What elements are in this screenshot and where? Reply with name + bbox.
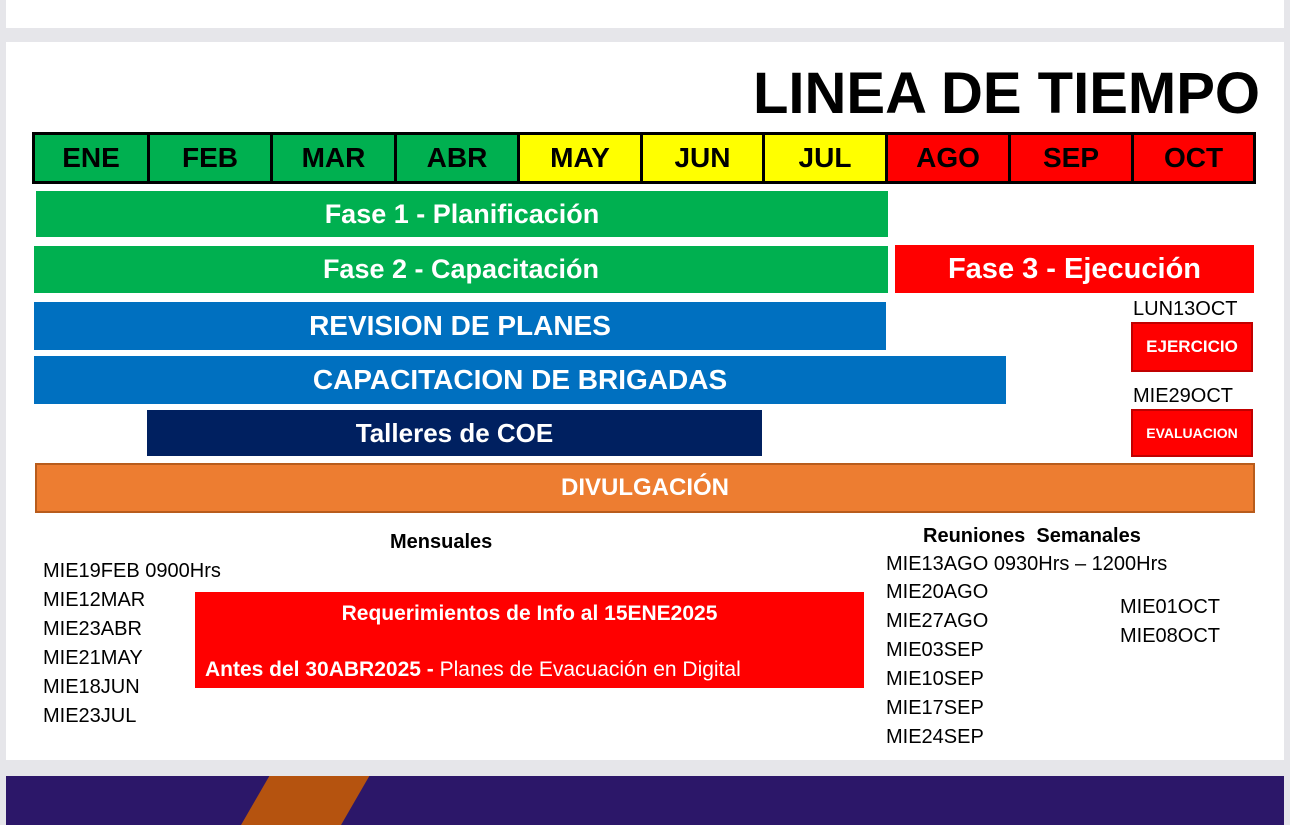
list-item: MIE21MAY (43, 647, 143, 669)
month-ago: AGO (885, 132, 1011, 184)
phase-bar-ejecucion (895, 245, 1254, 293)
list-item: MIE12MAR (43, 589, 146, 611)
label-divulgacion: DIVULGACIÓN (561, 474, 729, 501)
mensuales-heading: Mensuales (390, 531, 493, 553)
semanales-first-meeting: MIE13AGO 0930Hrs – 1200Hrs (886, 553, 1168, 575)
bar-revision-planes (34, 302, 886, 350)
month-oct: OCT (1131, 132, 1256, 184)
bar-divulgacion (35, 463, 1255, 513)
month-feb: FEB (147, 132, 273, 184)
evaluacion-date: MIE29OCT (1133, 385, 1234, 407)
footer-accent-stripe (232, 776, 372, 825)
mensuales-list (43, 590, 145, 735)
evaluacion-badge: EVALUACION (1131, 409, 1253, 457)
list-item: MIE24SEP (886, 726, 984, 748)
phase-bar-capacitacion (34, 246, 888, 293)
list-item: MIE27AGO (886, 610, 989, 632)
month-sep: SEP (1008, 132, 1134, 184)
month-ene: ENE (32, 132, 150, 184)
semanales-list-col2 (1120, 597, 1220, 655)
list-item: MIE23ABR (43, 618, 142, 640)
month-jul: JUL (762, 132, 888, 184)
list-item: MIE23JUL (43, 705, 137, 727)
label-talleres-coe: Talleres de COE (355, 417, 554, 448)
semanales-list-col1 (886, 582, 988, 756)
ejercicio-badge: EJERCICIO (1131, 322, 1253, 372)
month-may: MAY (517, 132, 643, 184)
requerimientos-line: Requerimientos de Info al 15ENE2025 (341, 602, 718, 625)
list-item: MIE17SEP (886, 697, 984, 719)
mensuales-first-meeting: MIE19FEB 0900Hrs (43, 560, 221, 582)
phase-label-planificacion: Fase 1 - Planificación (324, 198, 600, 229)
month-jun: JUN (640, 132, 765, 184)
planes-evacuacion-deadline: Antes del 30ABR2025 - (205, 658, 440, 681)
list-item: MIE08OCT (1120, 625, 1221, 647)
phase-label-ejecucion: Fase 3 - Ejecución (947, 252, 1202, 285)
planes-evacuacion-text: Planes de Evacuación en Digital (439, 658, 741, 681)
list-item: MIE01OCT (1120, 596, 1221, 618)
label-revision-planes: REVISION DE PLANES (309, 310, 611, 341)
requerimientos-box (195, 592, 864, 688)
label-capacitacion-brigadas: CAPACITACION DE BRIGADAS (312, 364, 728, 395)
next-slide-footer (6, 776, 1284, 825)
month-mar: MAR (270, 132, 397, 184)
semanales-heading: Reuniones Semanales (923, 525, 1141, 547)
month-abr: ABR (394, 132, 520, 184)
list-item: MIE20AGO (886, 581, 989, 603)
bar-capacitacion-brigadas (34, 356, 1006, 404)
planes-evacuacion-line (205, 658, 741, 682)
previous-slide-card (6, 0, 1284, 28)
list-item: MIE18JUN (43, 676, 140, 698)
list-item: MIE10SEP (886, 668, 984, 690)
ejercicio-date: LUN13OCT (1133, 298, 1238, 320)
list-item: MIE03SEP (886, 639, 984, 661)
phase-label-capacitacion: Fase 2 - Capacitación (322, 254, 600, 284)
bar-talleres-coe (147, 410, 762, 456)
phase-bar-planificacion (36, 191, 888, 237)
page-title: LINEA DE TIEMPO (753, 61, 1260, 126)
